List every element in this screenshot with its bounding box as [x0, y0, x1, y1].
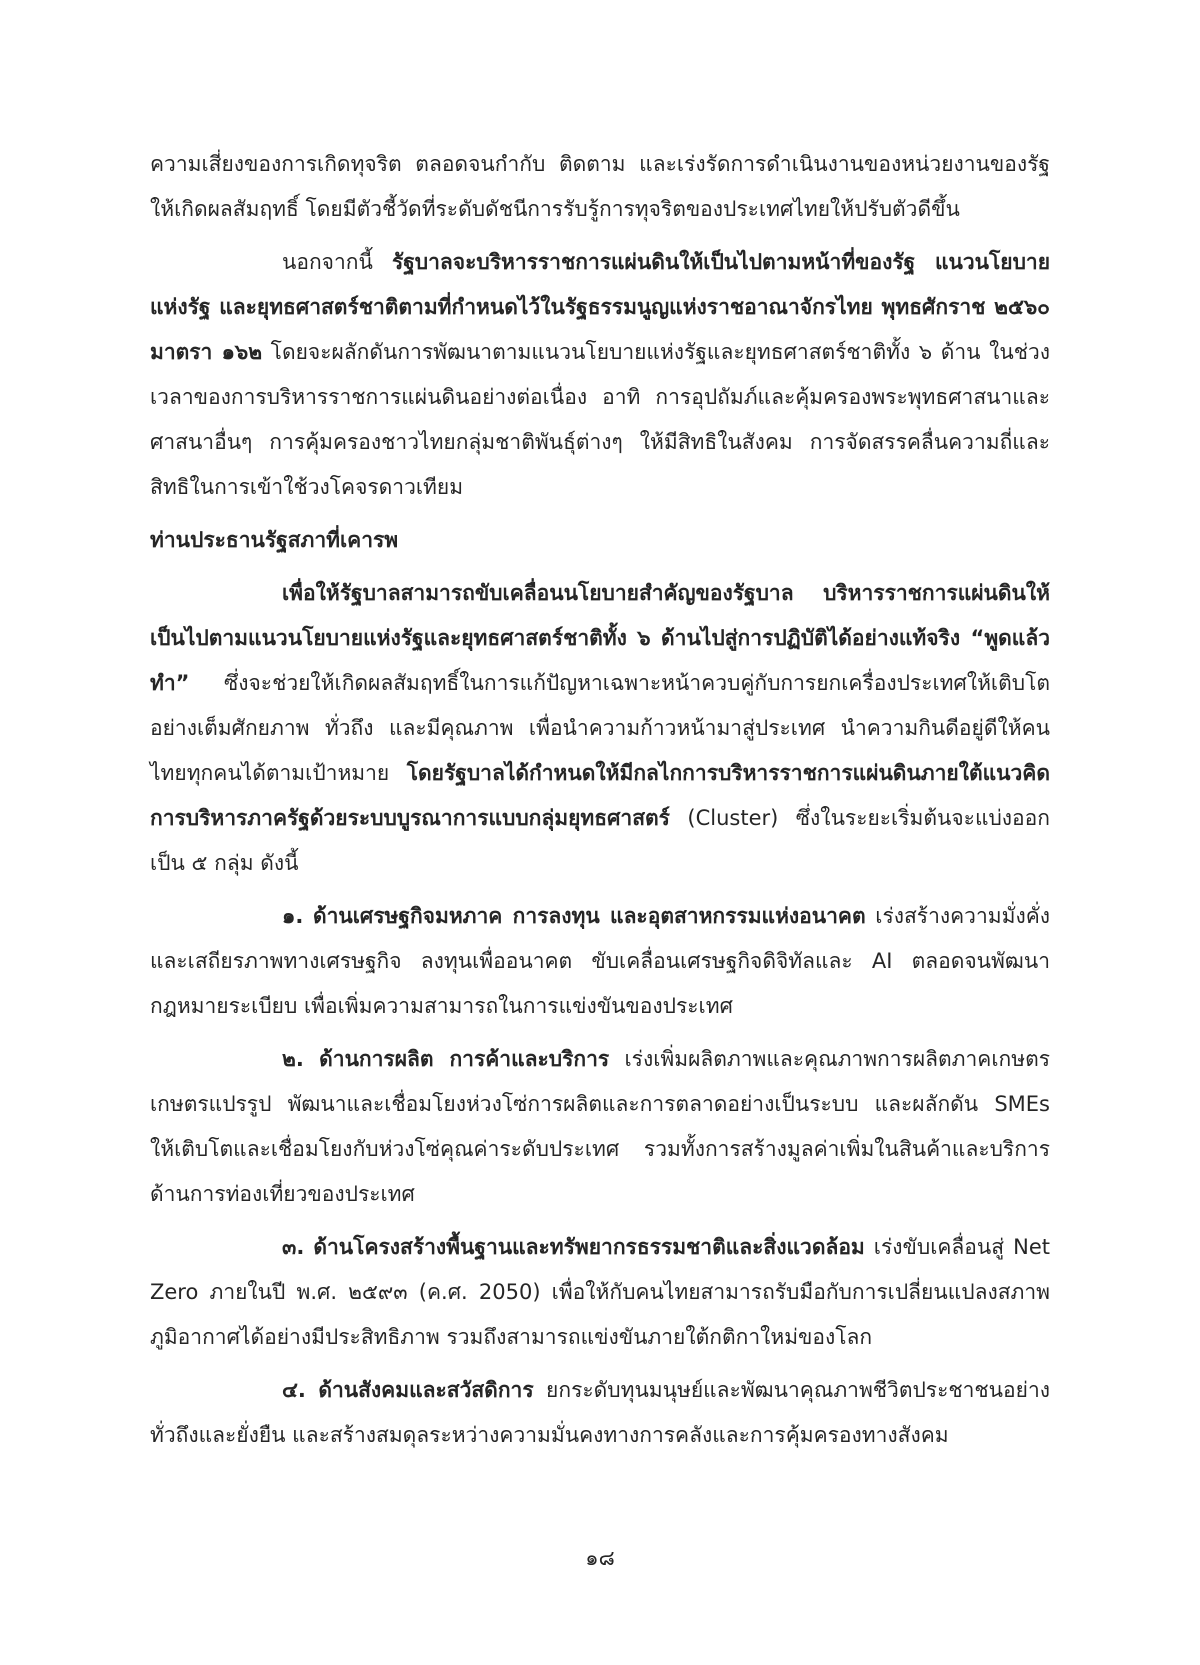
item-body: ยกระดับทุนมนุษย์และพัฒนาคุณภาพชีวิตประชาชนอย่างทั่วถึงและยั่งยืน และสร้างสมดุลระหว่างความมั่นคงทางการคลังและการคุ้มครองทางสังคม: [150, 1378, 1050, 1447]
item-body: เร่งเพิ่มผลิตภาพและคุณภาพการผลิตภาคเกษตร เกษตรแปรรูป พัฒนาและเชื่อมโยงห่วงโซ่การผลิตและการตลาดอย่างเป็นระบบ และผลักดัน SMEs ให้เติบโตและเชื่อมโยงกับห่วงโซ่คุณค่าระดับประเทศ รวมทั้งการสร้างมูลค่าเพิ่มในสินค้าและบริการด้านการท่องเที่ยวของประเทศ: [150, 1047, 1050, 1206]
spacer: [150, 1029, 1050, 1037]
item-body: เร่งสร้างความมั่งคั่งและเสถียรภาพทางเศรษฐกิจ ลงทุนเพื่ออนาคต ขับเคลื่อนเศรษฐกิจดิจิทัลและ AI ตลอดจนพัฒนากฎหมายระเบียบ เพื่อเพิ่มความสามารถในการแข่งขันของประเทศ: [150, 904, 1050, 1018]
paragraph-text: ซึ่งจะช่วยให้เกิดผลสัมฤทธิ์ในการแก้ปัญหาเฉพาะหน้าควบคู่กับการยกเครื่องประเทศให้เติบโตอย่างเต็มศักยภาพ ทั่วถึง และมีคุณภาพ เพื่อนำความก้าวหน้ามาสู่ประเทศ นำความกินดีอยู่ดีให้คนไทยทุกคนได้ตามเป้าหมาย: [150, 671, 1050, 785]
paragraph-lead: นอกจากนี้: [282, 250, 392, 274]
list-item-infrastructure: [150, 1225, 1050, 1360]
spacer: [150, 510, 1050, 518]
item-title: ด้านสังคมและสวัสดิการ: [318, 1378, 534, 1402]
list-item-production: [150, 1037, 1050, 1217]
paragraph-administration: [150, 240, 1050, 510]
spacer: [150, 886, 1050, 894]
list-item-social: [150, 1368, 1050, 1458]
item-title: ด้านโครงสร้างพื้นฐานและทรัพยากรธรรมชาติและสิ่งแวดล้อม: [313, 1235, 865, 1259]
item-title: ด้านการผลิต การค้าและบริการ: [319, 1047, 610, 1071]
item-number: ๓.: [282, 1235, 305, 1259]
item-number: ๒.: [282, 1047, 304, 1071]
paragraph-text: โดยจะผลักดันการพัฒนาตามแนวนโยบายแห่งรัฐและยุทธศาสตร์ชาติทั้ง ๖ ด้าน ในช่วงเวลาของการบริหารราชการแผ่นดินอย่างต่อเนื่อง อาทิ การอุปถัมภ์และคุ้มครองพระพุทธศาสนาและศาสนาอื่นๆ การคุ้มครองชาวไทยกลุ่มชาติพันธุ์ต่างๆ ให้มีสิทธิในสังคม การจัดสรรคลื่นความถี่และสิทธิในการเข้าใช้วงโคจรดาวเทียม: [150, 340, 1050, 499]
list-item-economy: [150, 894, 1050, 1029]
spacer: [150, 563, 1050, 571]
document-page: [150, 142, 1050, 1458]
paragraph-corruption: [150, 142, 1050, 232]
paragraph-cluster-intro: [150, 571, 1050, 886]
item-body: เร่งขับเคลื่อนสู่ Net Zero ภายในปี พ.ศ. ๒๕๙๓ (ค.ศ. 2050) เพื่อให้กับคนไทยสามารถรับมือกับการเปลี่ยนแปลงสภาพภูมิอากาศได้อย่างมีประสิทธิภาพ รวมถึงสามารถแข่งขันภายใต้กติกาใหม่ของโลก: [150, 1235, 1050, 1349]
spacer: [150, 1217, 1050, 1225]
spacer: [150, 1360, 1050, 1368]
item-number: ๔.: [282, 1378, 306, 1402]
paragraph-text: ความเสี่ยงของการเกิดทุจริต ตลอดจนกำกับ ติดตาม และเร่งรัดการดำเนินงานของหน่วยงานของรัฐให้เกิดผลสัมฤทธิ์ โดยมีตัวชี้วัดที่ระดับดัชนีการรับรู้การทุจริตของประเทศไทยให้ปรับตัวดีขึ้น: [150, 152, 1050, 221]
item-title: ด้านเศรษฐกิจมหภาค การลงทุน และอุตสาหกรรมแห่งอนาคต: [312, 904, 866, 928]
paragraph-bold-text: รัฐบาลจะบริหารราชการแผ่นดินให้เป็นไปตามหน้าที่ของรัฐ แนวนโยบายแห่งรัฐ และยุทธศาสตร์ชาติตามที่กำหนดไว้ในรัฐธรรมนูญแห่งราชอาณาจักรไทย พุทธศักราช ๒๕๖๐ มาตรา ๑๖๒: [150, 250, 1051, 364]
spacer: [150, 232, 1050, 240]
page-number: ๑๘: [585, 1546, 615, 1570]
section-heading: ท่านประธานรัฐสภาที่เคารพ: [150, 528, 399, 552]
item-number: ๑.: [282, 904, 304, 928]
paragraph-bold-text: เพื่อให้รัฐบาลสามารถขับเคลื่อนนโยบายสำคัญของรัฐบาล บริหารราชการแผ่นดินให้เป็นไปตามแนวนโยบายแห่งรัฐและยุทธศาสตร์ชาติทั้ง ๖ ด้านไปสู่การปฏิบัติได้อย่างแท้จริง “พูดแล้วทำ”: [150, 581, 1050, 695]
paragraph-text: (Cluster) ซึ่งในระยะเริ่มต้นจะแบ่งออกเป็น ๕ กลุ่ม ดังนี้: [150, 806, 1050, 875]
paragraph-bold-text: โดยรัฐบาลได้กำหนดให้มีกลไกการบริหารราชการแผ่นดินภายใต้แนวคิดการบริหารภาครัฐด้วยระบบบูรณาการแบบกลุ่มยุทธศาสตร์: [150, 761, 1050, 830]
